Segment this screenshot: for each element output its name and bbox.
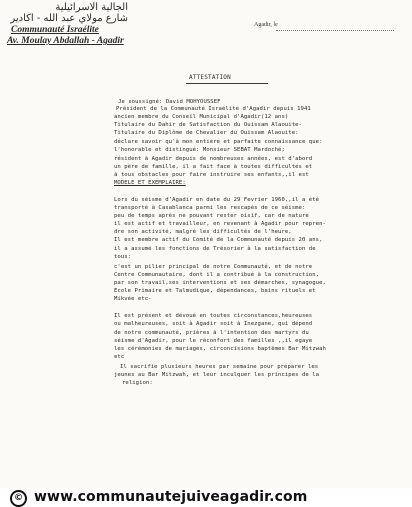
body-line: peu de temps après ne pouvant rester oisif, car de nature (114, 213, 309, 219)
body-line: ancien membre du Conseil Municipal d'Agadir(12 ans) (114, 114, 289, 120)
copyright-icon: © (10, 490, 27, 507)
body-line: Ecole Primaire et Talmudique, dépendances, bains rituels et (114, 288, 316, 294)
body-line: Il est présent et dévoué en toutes circonstances,heureuses (114, 313, 313, 319)
body-line: Il est membre actif du Comité de la Communauté depuis 20 ans, (114, 237, 323, 243)
body-line: il est actif et travailleur, en revenant à Agadir pour repren- (114, 221, 326, 227)
body-line: etc (114, 354, 125, 360)
letterhead-address: Av. Moulay Abdallah - Agadir (7, 36, 124, 46)
body-line: résident à Agadir depuis de nombreuses années, est d'abord (114, 156, 313, 162)
body-line: tous: (114, 254, 132, 260)
body-line: les cérémonies de mariages, circoncisions baptêmes Bar Mitzwah (114, 346, 326, 352)
body-line: de notre communauté, prières à l'intention des martyrs du (114, 330, 309, 336)
body-line: Président de la Communauté Israélite d'Agadir depuis 1941 (116, 106, 311, 112)
body-line: jeunes au Bar Mitzwah, et leur inculquer les principes de la (114, 372, 320, 378)
body-line: religion: (122, 380, 153, 386)
body-line: c'est un pilier principal de notre Communauté, et de notre (114, 264, 313, 270)
body-line: Lors du séisme d'Agadir en date du 29 Fevrier 1960,,il a été (114, 197, 320, 203)
website-footer (0, 488, 412, 507)
body-line: à tous obstacles pour faire instruire ses enfants,,il est (114, 172, 309, 178)
body-line: déclare savoir qu'à mon entière et parfaite connaissance que: (114, 139, 323, 145)
body-line: Je soussigné: David MOHYOUSSEF (118, 99, 221, 105)
body-line: il a assumé les fonctions de Trésorier à la satisfaction de (114, 246, 316, 252)
body-line: par son travail,ses interventions et ses démarches, synagogue, (114, 280, 326, 286)
website-url[interactable]: www.communautejuiveagadir.com (34, 489, 308, 505)
body-line: Centre Communautaire, dont il a contribué à la construction, (114, 272, 320, 278)
letterhead-arabic-line2: شارع مولاي عبد الله - اكادير (10, 13, 128, 24)
letterhead-organization: Communauté Israélite (11, 25, 99, 35)
body-line: un père de famille, il a fait face à toutes difficultés et (114, 164, 313, 170)
document-title: ATTESTATION (189, 74, 231, 81)
body-line: Mikvée etc- (114, 296, 152, 302)
body-line: Titulaire du Dahir de Satisfaction du Ouissam Alaouite- (114, 122, 302, 128)
body-line: séisme d'Agadir, pour le réconfort des familles ,,il egaye (114, 338, 313, 344)
letterhead-arabic-line1: الجالية الاسرائيلية (55, 2, 128, 13)
body-line: transporté à Casablanca parmi les rescapés de ce séisme: (114, 205, 306, 211)
body-line: MODELE ET EXEMPLAIRE: (114, 180, 186, 186)
body-line: ou malheureuses, soit à Agadir soit à Inezgane, qui dépend (114, 321, 313, 327)
body-line: dre son activité, malgré les difficultés de l'heure, (114, 229, 292, 235)
place-date-label: Agadir, le (254, 22, 278, 28)
body-line: Titulaire du Diplôme de Chevalier du Ouissam Alaouite: (114, 130, 299, 136)
body-line: l'honorable et distingué: Monsieur SEBAT Mardoché; (114, 147, 285, 153)
body-line: Il sacrifie plusieurs heures par semaine pour préparer les (120, 364, 319, 370)
